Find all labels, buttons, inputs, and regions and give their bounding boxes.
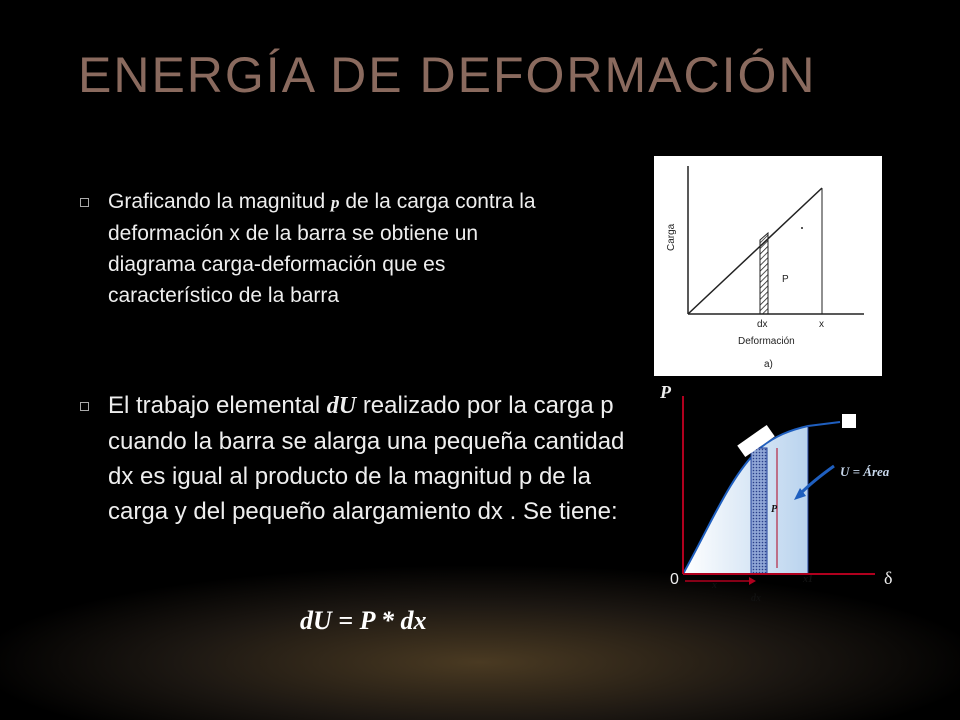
- fig1-hatched-strip: [760, 233, 768, 314]
- bullet-1-before: Graficando la magnitud: [108, 190, 326, 213]
- fig2-y-label: P: [660, 382, 671, 402]
- fig1-caption: a): [764, 359, 773, 370]
- slide-title: ENERGÍA DE DEFORMACIÓN: [78, 47, 817, 103]
- load-deformation-figure: [654, 156, 882, 376]
- fig2-dx-label: dx: [751, 593, 761, 604]
- fig1-dx-label: dx: [757, 319, 768, 330]
- fig1-y-label: Carga: [666, 223, 677, 251]
- bullet-2-after: realizado por la carga p cuando la barra se alarga una pequeña cantidad dx es igual al producto de la magnitud p de la carga y del pequeño alargamiento dx . Se tiene:: [108, 392, 625, 525]
- energy-area-figure: [650, 376, 940, 606]
- bullet-2-marker: [80, 402, 89, 411]
- bullet-1-marker: [80, 198, 89, 207]
- bullet-2-text: [108, 388, 628, 529]
- fig2-square-marker: [842, 414, 856, 428]
- fig1-x-axis-label: Deformación: [738, 336, 795, 347]
- fig2-x-label: x: [712, 580, 717, 591]
- fig2-origin-label: 0: [670, 571, 679, 588]
- bullet-2-before: El trabajo elemental: [108, 392, 321, 419]
- fig2-area-label: U = Área: [840, 464, 890, 479]
- fig1-load-line: [688, 188, 822, 314]
- bullet-1-after: de la carga contra la deformación x de la barra se obtiene un diagrama carga-deformación que es característico de la barra: [108, 190, 536, 307]
- fig1-p-label: P: [782, 274, 789, 285]
- fig1-dot: [801, 227, 803, 229]
- fig2-x1-label: x1: [803, 574, 813, 585]
- fig2-x-axis-label: δ: [884, 568, 893, 588]
- fig2-strip: [751, 448, 767, 574]
- fig1-x-label: x: [819, 319, 824, 330]
- bullet-2-symbol: dU: [326, 393, 357, 419]
- fig2-p-label: P: [771, 504, 778, 515]
- work-formula: dU = P * dx: [300, 606, 427, 635]
- bullet-1-text: [108, 186, 568, 311]
- bullet-1-symbol: p: [330, 193, 340, 212]
- fig2-x-arrowhead: [749, 577, 756, 585]
